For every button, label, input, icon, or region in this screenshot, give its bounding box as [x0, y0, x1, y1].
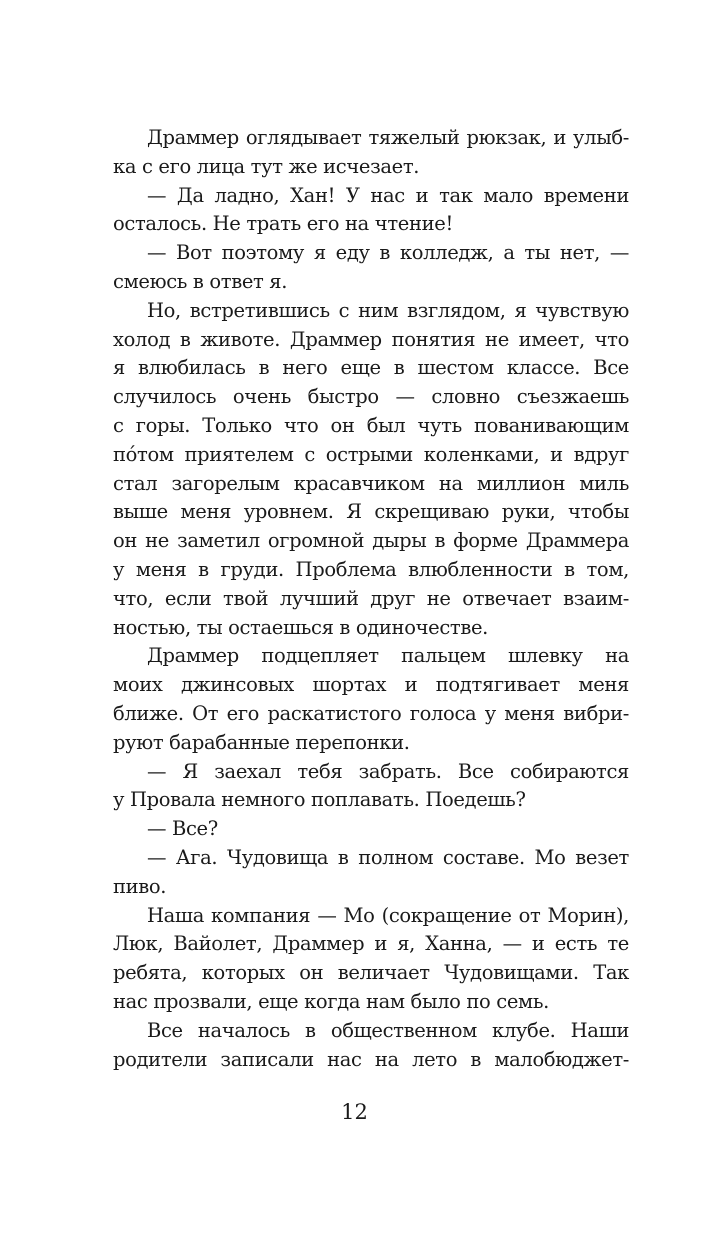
text-line: ребята, которых он величает Чудовищами. Так — [113, 961, 629, 985]
text-line: ка с его лица тут же исчезает. — [113, 154, 420, 178]
text-line: Драммер оглядывает тяжелый рюкзак, и улыб- — [147, 126, 629, 149]
text-line: — Да ладно, Хан! У нас и так мало времени — [147, 183, 629, 207]
text-line: — Я заехал тебя забрать. Все собираются — [147, 759, 629, 783]
text-line: Но, встретившись с ним взглядом, я чувствую — [147, 298, 629, 322]
text-line: ностью, ты остаешься в одиночестве. — [113, 615, 488, 639]
body-text — [113, 124, 629, 1074]
page-number: 12 — [341, 1100, 368, 1124]
text-line: Наша компания — Мо (сокращение от Морин), — [147, 903, 629, 927]
text-line: пóтом приятелем с острыми коленками, и вдруг — [113, 442, 629, 466]
text-line: нас прозвали, еще когда нам было по семь. — [113, 989, 549, 1013]
text-line: холод в животе. Драммер понятия не имеет, что — [113, 327, 629, 351]
text-line: выше меня уровнем. Я скрещиваю руки, чтобы — [113, 500, 629, 524]
text-line: стал загорелым красавчиком на миллион миль — [113, 471, 629, 495]
text-line: — Вот поэтому я еду в колледж, а ты нет, — — [147, 241, 629, 265]
text-line: Все началось в общественном клубе. Наши — [147, 1018, 629, 1042]
text-line: что, если твой лучший друг не отвечает взаим- — [113, 586, 629, 610]
text-line: Драммер подцепляет пальцем шлевку на — [147, 644, 629, 668]
text-line: — Ага. Чудовища в полном составе. Мо везет — [147, 845, 629, 869]
text-line: смеюсь в ответ я. — [113, 269, 288, 293]
text-line: у Провала немного поплавать. Поедешь? — [113, 788, 526, 812]
text-line: моих джинсовых шортах и подтягивает меня — [113, 673, 629, 697]
text-line: родители записали нас на лето в малобюджет- — [113, 1047, 629, 1071]
text-line: Люк, Вайолет, Драммер и я, Ханна, — и есть те — [113, 932, 629, 956]
text-line: он не заметил огромной дыры в форме Драммера — [113, 529, 629, 553]
text-line: пиво. — [113, 874, 167, 898]
text-line: — Все? — [147, 817, 218, 841]
text-line: осталось. Не трать его на чтение! — [113, 212, 453, 236]
text-line: я влюбилась в него еще в шестом классе. Все — [113, 356, 629, 380]
text-line: ближе. От его раскатистого голоса у меня вибри- — [113, 701, 629, 725]
text-line: у меня в груди. Проблема влюбленности в том, — [113, 557, 629, 581]
text-line: с горы. Только что он был чуть пованивающим — [113, 413, 629, 437]
text-line: случилось очень быстро — словно съезжаешь — [113, 385, 629, 409]
text-line: руют барабанные перепонки. — [113, 730, 410, 754]
